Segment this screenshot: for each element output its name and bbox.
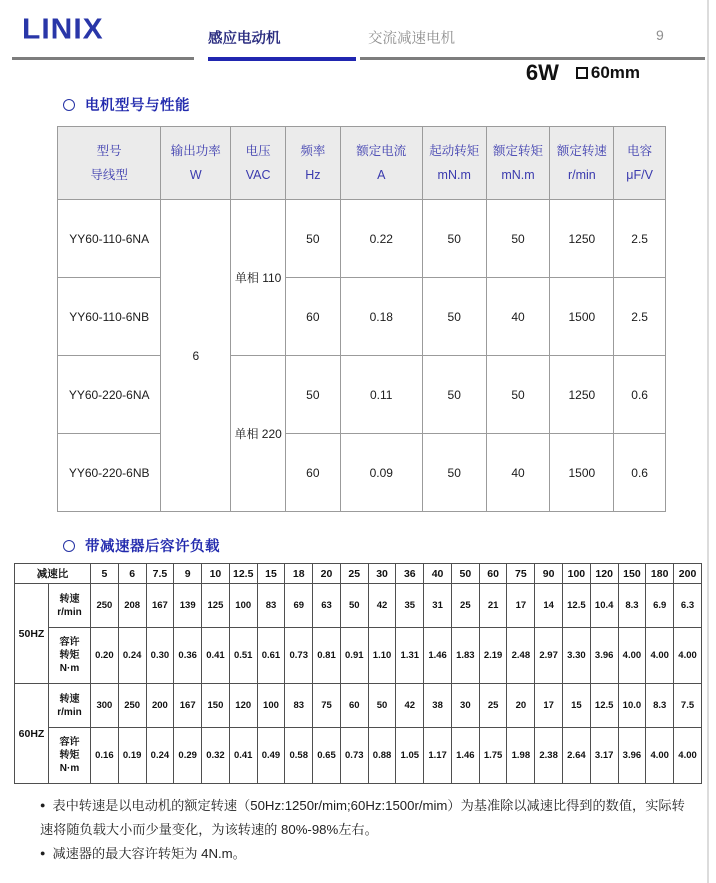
header-rated-speed: 额定转速 r/min	[550, 127, 614, 200]
footnotes	[40, 794, 692, 865]
motor-row	[58, 356, 666, 434]
torque-value-cell: 0.24	[118, 628, 146, 684]
ratio-header-cell: 90	[535, 564, 563, 584]
hz-cell: 60	[285, 434, 340, 512]
torque-value-cell: 3.17	[590, 728, 618, 784]
speed-value-cell: 83	[257, 584, 285, 628]
speed-value-cell: 250	[91, 584, 119, 628]
torque-value-cell: 2.97	[535, 628, 563, 684]
speed-value-cell: 7.5	[674, 684, 702, 728]
speed-value-cell: 50	[340, 584, 368, 628]
speed-row	[15, 684, 702, 728]
speed-label-cell: 转速 r/min	[49, 584, 91, 628]
header-model: 型号 导线型	[58, 127, 161, 200]
motor-row	[58, 434, 666, 512]
torque-row	[15, 728, 702, 784]
freq-cell: 50HZ	[15, 584, 49, 684]
speed-value-cell: 150	[202, 684, 230, 728]
speed-row	[15, 584, 702, 628]
bullet-icon: ●	[40, 847, 46, 858]
torque-value-cell: 1.46	[424, 628, 452, 684]
ratio-header-cell: 25	[340, 564, 368, 584]
hz-cell: 50	[285, 200, 340, 278]
ratio-header-cell: 120	[590, 564, 618, 584]
current-cell: 0.11	[340, 356, 422, 434]
speed-value-cell: 25	[451, 584, 479, 628]
motor-spec-table-wrap	[57, 126, 666, 512]
ratio-header-cell: 30	[368, 564, 396, 584]
torque-value-cell: 1.83	[451, 628, 479, 684]
circle-bullet-icon	[63, 540, 75, 552]
speed-value-cell: 250	[118, 684, 146, 728]
header-rule-left	[12, 57, 194, 60]
speed-value-cell: 35	[396, 584, 424, 628]
start-torque-cell: 50	[422, 278, 486, 356]
torque-value-cell: 0.32	[202, 728, 230, 784]
speed-value-cell: 12.5	[590, 684, 618, 728]
speed-value-cell: 167	[174, 684, 202, 728]
ratio-header-cell: 60	[479, 564, 507, 584]
cap-cell: 2.5	[614, 278, 666, 356]
header-voltage: 电压 VAC	[231, 127, 286, 200]
note-text: 减速器的最大容许转矩为 4N.m。	[52, 845, 246, 861]
ratio-header-row	[15, 564, 702, 584]
speed-value-cell: 100	[229, 584, 257, 628]
model-cell: YY60-110-6NA	[58, 200, 161, 278]
current-cell: 0.22	[340, 200, 422, 278]
load-table-corner: 减速比	[15, 564, 91, 584]
torque-value-cell: 0.73	[285, 628, 313, 684]
torque-value-cell: 1.46	[451, 728, 479, 784]
ratio-header-cell: 5	[91, 564, 119, 584]
speed-value-cell: 139	[174, 584, 202, 628]
torque-value-cell: 0.29	[174, 728, 202, 784]
speed-value-cell: 14	[535, 584, 563, 628]
rated-torque-cell: 50	[486, 356, 550, 434]
torque-value-cell: 1.17	[424, 728, 452, 784]
speed-value-cell: 38	[424, 684, 452, 728]
ratio-header-cell: 15	[257, 564, 285, 584]
speed-value-cell: 25	[479, 684, 507, 728]
torque-value-cell: 2.48	[507, 628, 535, 684]
torque-value-cell: 0.20	[91, 628, 119, 684]
speed-value-cell: 167	[146, 584, 174, 628]
speed-value-cell: 69	[285, 584, 313, 628]
torque-value-cell: 0.81	[313, 628, 341, 684]
torque-value-cell: 1.98	[507, 728, 535, 784]
linix-logo: LINIX	[22, 13, 104, 46]
speed-value-cell: 300	[91, 684, 119, 728]
page-edge-line	[707, 0, 709, 883]
speed-value-cell: 75	[313, 684, 341, 728]
speed-value-cell: 10.0	[618, 684, 646, 728]
ratio-header-cell: 12.5	[229, 564, 257, 584]
header-power: 输出功率 W	[161, 127, 231, 200]
product-size-line	[526, 60, 640, 86]
header-rated-torque: 额定转矩 mN.m	[486, 127, 550, 200]
torque-value-cell: 4.00	[646, 728, 674, 784]
ratio-header-cell: 9	[174, 564, 202, 584]
ratio-header-cell: 75	[507, 564, 535, 584]
speed-value-cell: 10.4	[590, 584, 618, 628]
speed-value-cell: 30	[451, 684, 479, 728]
speed-cell: 1250	[550, 356, 614, 434]
torque-value-cell: 0.61	[257, 628, 285, 684]
rated-torque-cell: 40	[486, 434, 550, 512]
cap-cell: 0.6	[614, 434, 666, 512]
torque-value-cell: 4.00	[646, 628, 674, 684]
model-cell: YY60-220-6NA	[58, 356, 161, 434]
speed-cell: 1500	[550, 278, 614, 356]
header-start-torque: 起动转矩 mN.m	[422, 127, 486, 200]
header-capacitor: 电容 μF/V	[614, 127, 666, 200]
rated-torque-cell: 40	[486, 278, 550, 356]
cap-cell: 2.5	[614, 200, 666, 278]
start-torque-cell: 50	[422, 200, 486, 278]
torque-row	[15, 628, 702, 684]
torque-value-cell: 1.10	[368, 628, 396, 684]
speed-cell: 1250	[550, 200, 614, 278]
load-table	[14, 563, 702, 784]
note-line	[40, 842, 692, 866]
tab-ac-gear-motor[interactable]: 交流减速电机	[368, 31, 455, 47]
torque-value-cell: 2.38	[535, 728, 563, 784]
speed-value-cell: 6.3	[674, 584, 702, 628]
speed-cell: 1500	[550, 434, 614, 512]
freq-cell: 60HZ	[15, 684, 49, 784]
ratio-header-cell: 10	[202, 564, 230, 584]
torque-value-cell: 0.91	[340, 628, 368, 684]
torque-value-cell: 1.75	[479, 728, 507, 784]
ratio-header-cell: 150	[618, 564, 646, 584]
speed-value-cell: 100	[257, 684, 285, 728]
ratio-header-cell: 200	[674, 564, 702, 584]
current-cell: 0.18	[340, 278, 422, 356]
power-cell: 6	[161, 200, 231, 512]
speed-value-cell: 6.9	[646, 584, 674, 628]
voltage-110-cell: 单相 110	[231, 200, 286, 356]
torque-value-cell: 4.00	[674, 728, 702, 784]
speed-value-cell: 42	[396, 684, 424, 728]
start-torque-cell: 50	[422, 356, 486, 434]
torque-value-cell: 0.30	[146, 628, 174, 684]
speed-value-cell: 17	[507, 584, 535, 628]
speed-value-cell: 125	[202, 584, 230, 628]
speed-value-cell: 8.3	[646, 684, 674, 728]
section-title-motor	[63, 94, 190, 115]
ratio-header-cell: 40	[424, 564, 452, 584]
speed-value-cell: 8.3	[618, 584, 646, 628]
torque-value-cell: 0.58	[285, 728, 313, 784]
ratio-header-cell: 36	[396, 564, 424, 584]
motor-row	[58, 278, 666, 356]
speed-value-cell: 120	[229, 684, 257, 728]
bullet-icon: ●	[40, 800, 46, 810]
torque-value-cell: 4.00	[674, 628, 702, 684]
torque-label-cell: 容许 转矩 N·m	[49, 728, 91, 784]
model-cell: YY60-110-6NB	[58, 278, 161, 356]
note-line	[40, 794, 692, 842]
torque-value-cell: 0.65	[313, 728, 341, 784]
torque-value-cell: 0.51	[229, 628, 257, 684]
motor-table-header-row	[58, 127, 666, 200]
torque-value-cell: 0.49	[257, 728, 285, 784]
section-title-load-text: 带减速器后容许负载	[85, 539, 220, 555]
rated-torque-cell: 50	[486, 200, 550, 278]
load-table-wrap	[14, 563, 702, 784]
motor-spec-table	[57, 126, 666, 512]
torque-value-cell: 2.64	[563, 728, 591, 784]
torque-value-cell: 0.41	[229, 728, 257, 784]
torque-value-cell: 3.96	[618, 728, 646, 784]
power-size-label: 6W	[525, 60, 559, 85]
circle-bullet-icon	[63, 99, 75, 111]
speed-value-cell: 12.5	[563, 584, 591, 628]
speed-value-cell: 31	[424, 584, 452, 628]
ratio-header-cell: 180	[646, 564, 674, 584]
torque-value-cell: 0.88	[368, 728, 396, 784]
ratio-header-cell: 50	[451, 564, 479, 584]
torque-value-cell: 0.73	[340, 728, 368, 784]
speed-value-cell: 63	[313, 584, 341, 628]
note-text: 表中转速是以电动机的额定转速（50Hz:1250r/mim;60Hz:1500r/mim）为基准除以减速比得到的数值，实际转速将随负载大小而少量变化，为该转速的 80%-98%左右。	[40, 798, 685, 837]
tab-induction-motor[interactable]: 感应电动机	[208, 31, 281, 47]
current-cell: 0.09	[340, 434, 422, 512]
cap-cell: 0.6	[614, 356, 666, 434]
square-frame-icon	[576, 67, 588, 79]
torque-value-cell: 3.96	[590, 628, 618, 684]
ratio-header-cell: 100	[563, 564, 591, 584]
torque-value-cell: 0.16	[91, 728, 119, 784]
torque-value-cell: 0.24	[146, 728, 174, 784]
header-frequency: 频率 Hz	[285, 127, 340, 200]
speed-value-cell: 208	[118, 584, 146, 628]
torque-value-cell: 4.00	[618, 628, 646, 684]
torque-value-cell: 2.19	[479, 628, 507, 684]
hz-cell: 50	[285, 356, 340, 434]
speed-value-cell: 20	[507, 684, 535, 728]
speed-value-cell: 17	[535, 684, 563, 728]
speed-value-cell: 21	[479, 584, 507, 628]
torque-label-cell: 容许 转矩 N·m	[49, 628, 91, 684]
section-title-motor-text: 电机型号与性能	[85, 98, 190, 114]
speed-value-cell: 50	[368, 684, 396, 728]
speed-value-cell: 15	[563, 684, 591, 728]
speed-value-cell: 42	[368, 584, 396, 628]
hz-cell: 60	[285, 278, 340, 356]
section-title-load	[63, 535, 220, 556]
torque-value-cell: 0.41	[202, 628, 230, 684]
header-rated-current: 额定电流 A	[340, 127, 422, 200]
voltage-220-cell: 单相 220	[231, 356, 286, 512]
torque-value-cell: 0.19	[118, 728, 146, 784]
ratio-header-cell: 20	[313, 564, 341, 584]
model-cell: YY60-220-6NB	[58, 434, 161, 512]
start-torque-cell: 50	[422, 434, 486, 512]
speed-value-cell: 60	[340, 684, 368, 728]
torque-value-cell: 0.36	[174, 628, 202, 684]
active-tab-underline	[208, 57, 356, 61]
torque-value-cell: 1.05	[396, 728, 424, 784]
ratio-header-cell: 18	[285, 564, 313, 584]
motor-row	[58, 200, 666, 278]
speed-label-cell: 转速 r/min	[49, 684, 91, 728]
speed-value-cell: 83	[285, 684, 313, 728]
speed-value-cell: 200	[146, 684, 174, 728]
ratio-header-cell: 6	[118, 564, 146, 584]
page-number: 9	[656, 27, 664, 43]
ratio-header-cell: 7.5	[146, 564, 174, 584]
torque-value-cell: 1.31	[396, 628, 424, 684]
torque-value-cell: 3.30	[563, 628, 591, 684]
frame-size-label: 60mm	[590, 63, 640, 82]
